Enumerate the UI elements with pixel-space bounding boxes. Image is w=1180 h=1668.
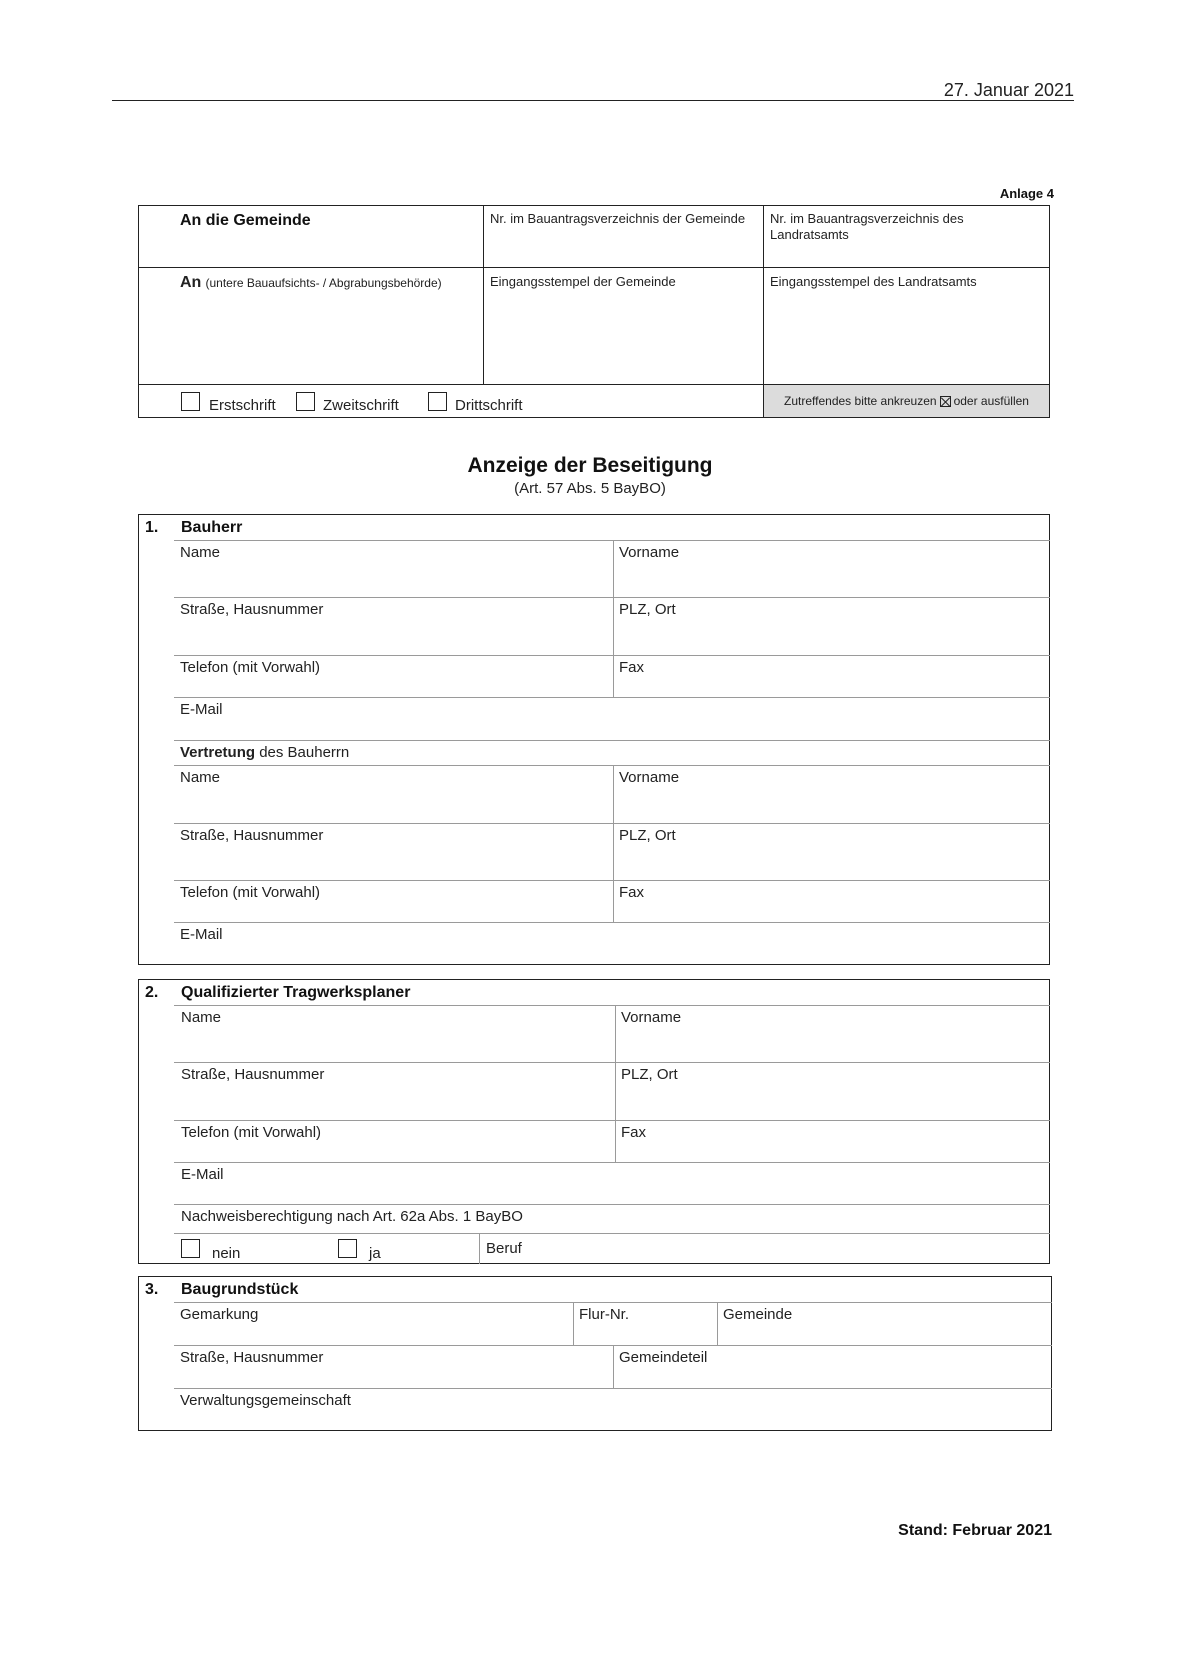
zweitschrift-label: Zweitschrift — [323, 397, 399, 414]
s3-row-line — [174, 1388, 1052, 1389]
hint-note-post: oder ausfüllen — [953, 394, 1029, 408]
section1-number: 1. — [145, 519, 159, 536]
stempel-gemeinde-label: Eingangsstempel der Gemeinde — [490, 274, 676, 289]
section2-number: 2. — [145, 984, 159, 1001]
s1-name-label: Name — [180, 544, 221, 561]
s3-row-line — [174, 1302, 1052, 1303]
s2-plz-label: PLZ, Ort — [621, 1066, 678, 1083]
s2-row-line — [174, 1204, 1050, 1205]
s1-vertretung-bold: Vertretung — [180, 744, 256, 761]
s2-row-line — [174, 1005, 1050, 1006]
section2-title: Qualifizierter Tragwerksplaner — [181, 984, 411, 1001]
s1-email-label: E-Mail — [180, 701, 223, 718]
nr-landratsamt-label: Nr. im Bauantragsverzeichnis des Landratsamts — [770, 211, 964, 242]
form-subtitle: (Art. 57 Abs. 5 BayBO) — [514, 480, 666, 497]
header-box — [138, 205, 1050, 418]
s2-name-label: Name — [181, 1009, 222, 1026]
header-row-divider-1 — [139, 267, 1049, 268]
s3-gemeindeteil-label: Gemeindeteil — [619, 1349, 708, 1366]
stempel-landratsamt-label: Eingangsstempel des Landratsamts — [770, 274, 977, 289]
an-label: An — [180, 274, 202, 291]
s2-beruf-label: Beruf — [486, 1240, 522, 1257]
s1-plz-label: PLZ, Ort — [619, 601, 676, 618]
s2-row-line — [174, 1233, 1050, 1234]
erstschrift-checkbox[interactable] — [181, 392, 200, 411]
s2-fax-label: Fax — [621, 1124, 647, 1141]
zweitschrift-checkbox[interactable] — [296, 392, 315, 411]
s1-row-line — [174, 880, 1050, 881]
s1-telefon-label: Telefon (mit Vorwahl) — [180, 659, 321, 676]
s2-col-line — [479, 1233, 480, 1264]
form-title: Anzeige der Beseitigung — [467, 454, 713, 477]
s1-v-fax-label: Fax — [619, 884, 645, 901]
s1-row-line — [174, 765, 1050, 766]
s1-row-line — [174, 597, 1050, 598]
document-date: 27. Januar 2021 — [943, 80, 1074, 100]
s1-col-line — [613, 540, 614, 697]
s2-strasse-label: Straße, Hausnummer — [181, 1066, 325, 1083]
s1-row-line — [174, 922, 1050, 923]
s1-row-line — [174, 655, 1050, 656]
section-tragwerksplaner — [138, 979, 1050, 1264]
s1-row-line — [174, 540, 1050, 541]
drittschrift-label: Drittschrift — [455, 397, 523, 414]
section1-title: Bauherr — [181, 519, 243, 536]
nr-gemeinde-label: Nr. im Bauantragsverzeichnis der Gemeinde — [490, 211, 746, 226]
an-die-gemeinde-label: An die Gemeinde — [180, 212, 311, 229]
an-sub-label: (untere Bauaufsichts- / Abgrabungsbehörde) — [205, 276, 442, 290]
s1-v-name-label: Name — [180, 769, 221, 786]
section3-number: 3. — [145, 1281, 159, 1298]
erstschrift-label: Erstschrift — [209, 397, 276, 414]
s1-vertretung-rest: des Bauherrn — [259, 744, 350, 761]
s2-row-line — [174, 1062, 1050, 1063]
s3-col-line — [717, 1302, 718, 1345]
s1-row-line — [174, 823, 1050, 824]
s1-vorname-label: Vorname — [619, 544, 680, 561]
section3-title: Baugrundstück — [181, 1281, 299, 1298]
s3-verwaltung-label: Verwaltungsgemeinschaft — [180, 1392, 351, 1409]
section-baugrundstueck — [138, 1276, 1052, 1431]
s1-v-email-label: E-Mail — [180, 926, 223, 943]
s1-row-line — [174, 697, 1050, 698]
s2-row-line — [174, 1120, 1050, 1121]
s1-row-line — [174, 740, 1050, 741]
anlage-label: Anlage 4 — [999, 186, 1054, 201]
s1-v-vorname-label: Vorname — [619, 769, 680, 786]
stand-footer: Stand: Februar 2021 — [898, 1522, 1052, 1539]
s2-ja-label: ja — [369, 1245, 381, 1262]
s3-col-line — [573, 1302, 574, 1345]
crossed-box-icon — [940, 396, 951, 407]
s2-vorname-label: Vorname — [621, 1009, 682, 1026]
s2-nein-label: nein — [212, 1245, 241, 1262]
s2-row-line — [174, 1162, 1050, 1163]
s1-strasse-label: Straße, Hausnummer — [180, 601, 324, 618]
s3-strasse-label: Straße, Hausnummer — [180, 1349, 324, 1366]
s2-telefon-label: Telefon (mit Vorwahl) — [181, 1124, 322, 1141]
nachweis-nein-checkbox[interactable] — [181, 1239, 200, 1258]
nachweis-ja-checkbox[interactable] — [338, 1239, 357, 1258]
s1-v-telefon-label: Telefon (mit Vorwahl) — [180, 884, 321, 901]
hint-note-pre: Zutreffendes bitte ankreuzen — [784, 394, 937, 408]
s3-gemarkung-label: Gemarkung — [180, 1306, 259, 1323]
drittschrift-checkbox[interactable] — [428, 392, 447, 411]
an-behoerde-label — [180, 274, 442, 292]
header-col-divider-1 — [483, 206, 484, 384]
s3-col-line — [613, 1345, 614, 1388]
s1-v-strasse-label: Straße, Hausnummer — [180, 827, 324, 844]
s1-col-line — [613, 765, 614, 922]
s2-email-label: E-Mail — [181, 1166, 224, 1183]
s2-col-line — [615, 1005, 616, 1162]
s3-flurnr-label: Flur-Nr. — [579, 1306, 629, 1323]
s1-fax-label: Fax — [619, 659, 645, 676]
s2-nachweis-label: Nachweisberechtigung nach Art. 62a Abs. 1 BayBO — [181, 1208, 523, 1225]
s1-vertretung-label — [180, 744, 349, 761]
s1-v-plz-label: PLZ, Ort — [619, 827, 676, 844]
section-bauherr — [138, 514, 1050, 965]
hint-note — [764, 385, 1049, 417]
top-divider — [112, 100, 1074, 101]
s3-gemeinde-label: Gemeinde — [723, 1306, 793, 1323]
